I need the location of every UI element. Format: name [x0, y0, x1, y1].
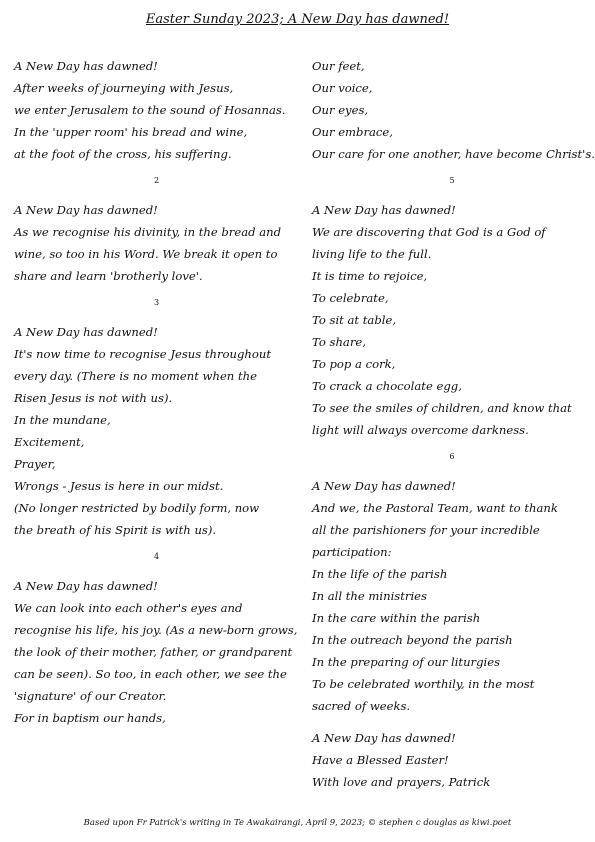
poem-line: light will always overcome darkness. [312, 423, 529, 437]
right-column [312, 55, 595, 793]
poem-line: As we recognise his divinity, in the bread and [14, 225, 282, 239]
poem-line: In the outreach beyond the parish [312, 633, 513, 647]
stanza-number: 3 [153, 298, 160, 307]
poem-line: recognise his life, his joy. (As a new-born grows, [14, 623, 298, 637]
poem-line: To share, [312, 335, 366, 349]
poem-line: After weeks of journeying with Jesus, [14, 81, 234, 95]
poem-line: To be celebrated worthily, in the most [312, 677, 535, 691]
stanza-3 [14, 321, 299, 541]
poem-line: In the 'upper room' his bread and wine, [14, 125, 248, 139]
poem-line: participation: [312, 545, 392, 559]
poem-line: In the life of the parish [312, 567, 448, 581]
poem-line: Excitement, [14, 435, 85, 449]
poem-line: It's now time to recognise Jesus throughout [14, 347, 271, 361]
poem-line: A New Day has dawned! [14, 203, 158, 217]
stanza-number: 5 [449, 176, 455, 185]
poem-line: Our voice, [312, 81, 373, 95]
poem-line: With love and prayers, Patrick [312, 775, 491, 789]
stanza-6 [312, 475, 592, 717]
poem-line: And we, the Pastoral Team, want to thank [312, 501, 558, 515]
poem-line: every day. (There is no moment when the [14, 369, 257, 383]
stanza-4 [14, 575, 299, 729]
poem-line: can be seen). So too, in each other, we see the [14, 667, 287, 681]
poem-line: 'signature' of our Creator. [14, 689, 167, 703]
poem-line: sacred of weeks. [312, 699, 411, 713]
poem-line: A New Day has dawned! [312, 731, 456, 745]
left-column [14, 55, 299, 729]
poem-line: In the care within the parish [312, 611, 481, 625]
poem-line: To celebrate, [312, 291, 389, 305]
poem-line: We can look into each other's eyes and [14, 601, 243, 615]
poem-line: at the foot of the cross, his suffering. [14, 147, 232, 161]
poem-line: A New Day has dawned! [14, 59, 158, 73]
poem-line: we enter Jerusalem to the sound of Hosannas. [14, 103, 286, 117]
poem-line: Our feet, [312, 59, 365, 73]
page-title: Easter Sunday 2023; A New Day has dawned! [145, 12, 450, 27]
poem-line: Risen Jesus is not with us). [14, 391, 173, 405]
poem-line: To crack a chocolate egg, [312, 379, 462, 393]
poem-line: the look of their mother, father, or grandparent [14, 645, 293, 659]
poem-line: the breath of his Spirit is with us). [14, 523, 217, 537]
poem-line: Our eyes, [312, 103, 369, 117]
poem-line: Prayer, [14, 457, 56, 471]
poem-line: A New Day has dawned! [312, 203, 456, 217]
poem-line: In the mundane, [14, 413, 111, 427]
poem-line: living life to the full. [312, 247, 432, 261]
poem-line: (No longer restricted by bodily form, now [14, 501, 260, 515]
poem-line: We are discovering that God is a God of [312, 225, 546, 239]
poem-line: For in baptism our hands, [14, 711, 166, 725]
poem-line: To sit at table, [312, 313, 397, 327]
stanza-4-continued [312, 55, 595, 165]
footer-credit: Based upon Fr Patrick's writing in Te Awakairangi, April 9, 2023; © stephen c douglas as kiwi.poet [83, 818, 512, 828]
poem-line: Our care for one another, have become Christ's. [312, 147, 595, 161]
stanza-5 [312, 199, 592, 441]
poem-line: Our embrace, [312, 125, 393, 139]
poem-line: A New Day has dawned! [14, 325, 158, 339]
poem-line: To see the smiles of children, and know that [312, 401, 572, 415]
poem-line: Have a Blessed Easter! [312, 753, 449, 767]
poem-line: A New Day has dawned! [14, 579, 158, 593]
poem-line: A New Day has dawned! [312, 479, 456, 493]
poem-line: In the preparing of our liturgies [312, 655, 501, 669]
poem-line: all the parishioners for your incredible [312, 523, 540, 537]
poem-line: wine, so too in his Word. We break it open to [14, 247, 278, 261]
stanza-1 [14, 55, 299, 165]
poem-line: In all the ministries [312, 589, 427, 603]
stanza-2 [14, 199, 299, 287]
poem-line: Wrongs - Jesus is here in our midst. [14, 479, 224, 493]
poem-line: share and learn 'brotherly love'. [14, 269, 203, 283]
stanza-number: 4 [153, 552, 160, 561]
stanza-7 [312, 727, 592, 793]
stanza-number: 6 [449, 452, 455, 461]
poem-line: To pop a cork, [312, 357, 396, 371]
stanza-number: 2 [153, 176, 160, 185]
poem-line: It is time to rejoice, [312, 269, 428, 283]
